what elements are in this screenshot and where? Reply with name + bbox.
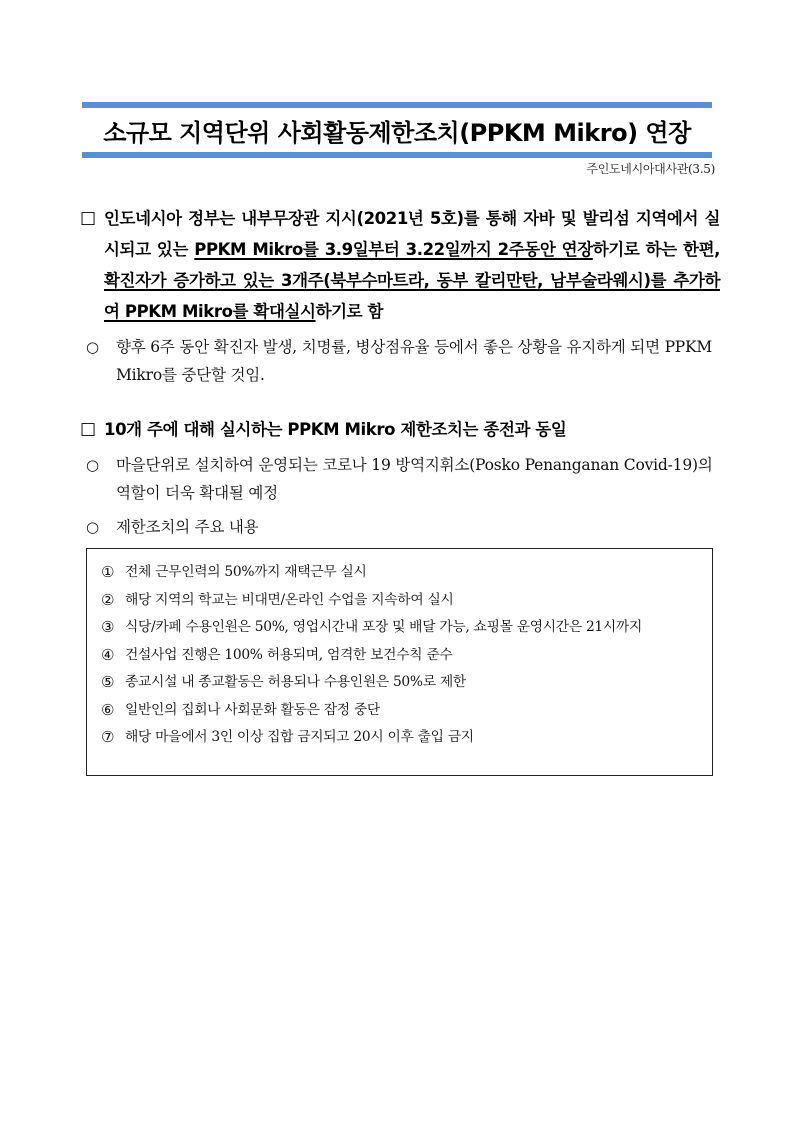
page-title: 소규모 지역단위 사회활동제한조치(PPKM Mikro) 연장	[103, 118, 691, 147]
section-2-heading	[80, 414, 720, 445]
heading-part-1: 인도네시아 정부는 내부무장관 지시(2021년 5호)를 통해 자바 및 발리섬 지역에서 실시되고 있는	[104, 209, 720, 259]
section-1-heading	[80, 203, 720, 327]
section-2-heading-text: 10개 주에 대해 실시하는 PPKM Mikro 제한조치는 종전과 동일	[104, 420, 567, 439]
section-2	[80, 414, 720, 541]
title-block	[82, 102, 712, 158]
measure-item	[101, 697, 704, 725]
section-1-heading-text	[104, 203, 720, 327]
measure-text: 해당 마을에서 3인 이상 집합 금지되고 20시 이후 출입 금지	[125, 729, 474, 745]
circled-number: ⑦	[101, 728, 115, 746]
circle-bullet-icon: ○	[86, 338, 99, 356]
measure-item	[101, 559, 704, 587]
measure-text: 종교시설 내 종교활동은 허용되나 수용인원은 50%로 제한	[125, 674, 466, 690]
checkbox-icon: □	[80, 419, 96, 439]
bullet-text: 향후 6주 동안 확진자 발생, 치명률, 병상점유율 등에서 좋은 상황을 유지하게 되면 PPKM Mikro를 중단할 것임.	[116, 338, 713, 384]
circled-number: ④	[101, 645, 115, 664]
circled-number: ⑥	[101, 700, 115, 719]
checkbox-icon: □	[80, 208, 96, 228]
measure-item	[101, 587, 704, 615]
measure-item	[101, 669, 704, 697]
heading-part-5: 하기로 함	[315, 302, 384, 321]
bullet-item	[80, 513, 720, 541]
circled-number: ①	[101, 563, 115, 581]
circled-number: ②	[101, 590, 115, 609]
measure-item	[101, 614, 704, 642]
heading-part-3: 하기로 하는 한편,	[592, 240, 720, 259]
circle-bullet-icon: ○	[86, 518, 99, 536]
heading-underlined-extension: PPKM Mikro를 3.9일부터 3.22일까지 2주동안 연장	[194, 240, 593, 259]
title-bottom-rule	[82, 152, 712, 158]
measure-item	[101, 724, 704, 752]
bullet-text: 제한조치의 주요 내용	[116, 518, 259, 536]
measures-box	[86, 548, 713, 776]
circle-bullet-icon: ○	[86, 456, 99, 474]
bullet-item	[80, 333, 720, 389]
bullet-text: 마을단위로 설치하여 운영되는 코로나 19 방역지휘소(Posko Penanganan Covid-19)의 역할이 더욱 확대될 예정	[116, 456, 713, 502]
source-note: 주인도네시아대사관(3.5)	[586, 162, 715, 176]
circled-number: ⑤	[101, 673, 115, 691]
section-1	[80, 203, 720, 389]
measure-text: 식당/카페 수용인원은 50%, 영업시간내 포장 및 배달 가능, 쇼핑몰 운영시간은 21시까지	[125, 619, 642, 635]
heading-underlined-expansion: 확진자가 증가하고 있는 3개주(북부수마트라, 동부 칼리만탄, 남부술라웨시)를 추가하여 PPKM Mikro를 확대실시	[104, 271, 720, 321]
measure-text: 일반인의 집회나 사회문화 활동은 잠정 중단	[125, 701, 380, 718]
measure-item	[101, 642, 704, 670]
measure-text: 건설사업 진행은 100% 허용되며, 엄격한 보건수칙 준수	[125, 646, 453, 663]
measure-text: 전체 근무인력의 50%까지 재택근무 실시	[125, 564, 367, 580]
measure-text: 해당 지역의 학교는 비대면/온라인 수업을 지속하여 실시	[125, 591, 454, 608]
bullet-item	[80, 451, 720, 507]
circled-number: ③	[101, 618, 115, 636]
